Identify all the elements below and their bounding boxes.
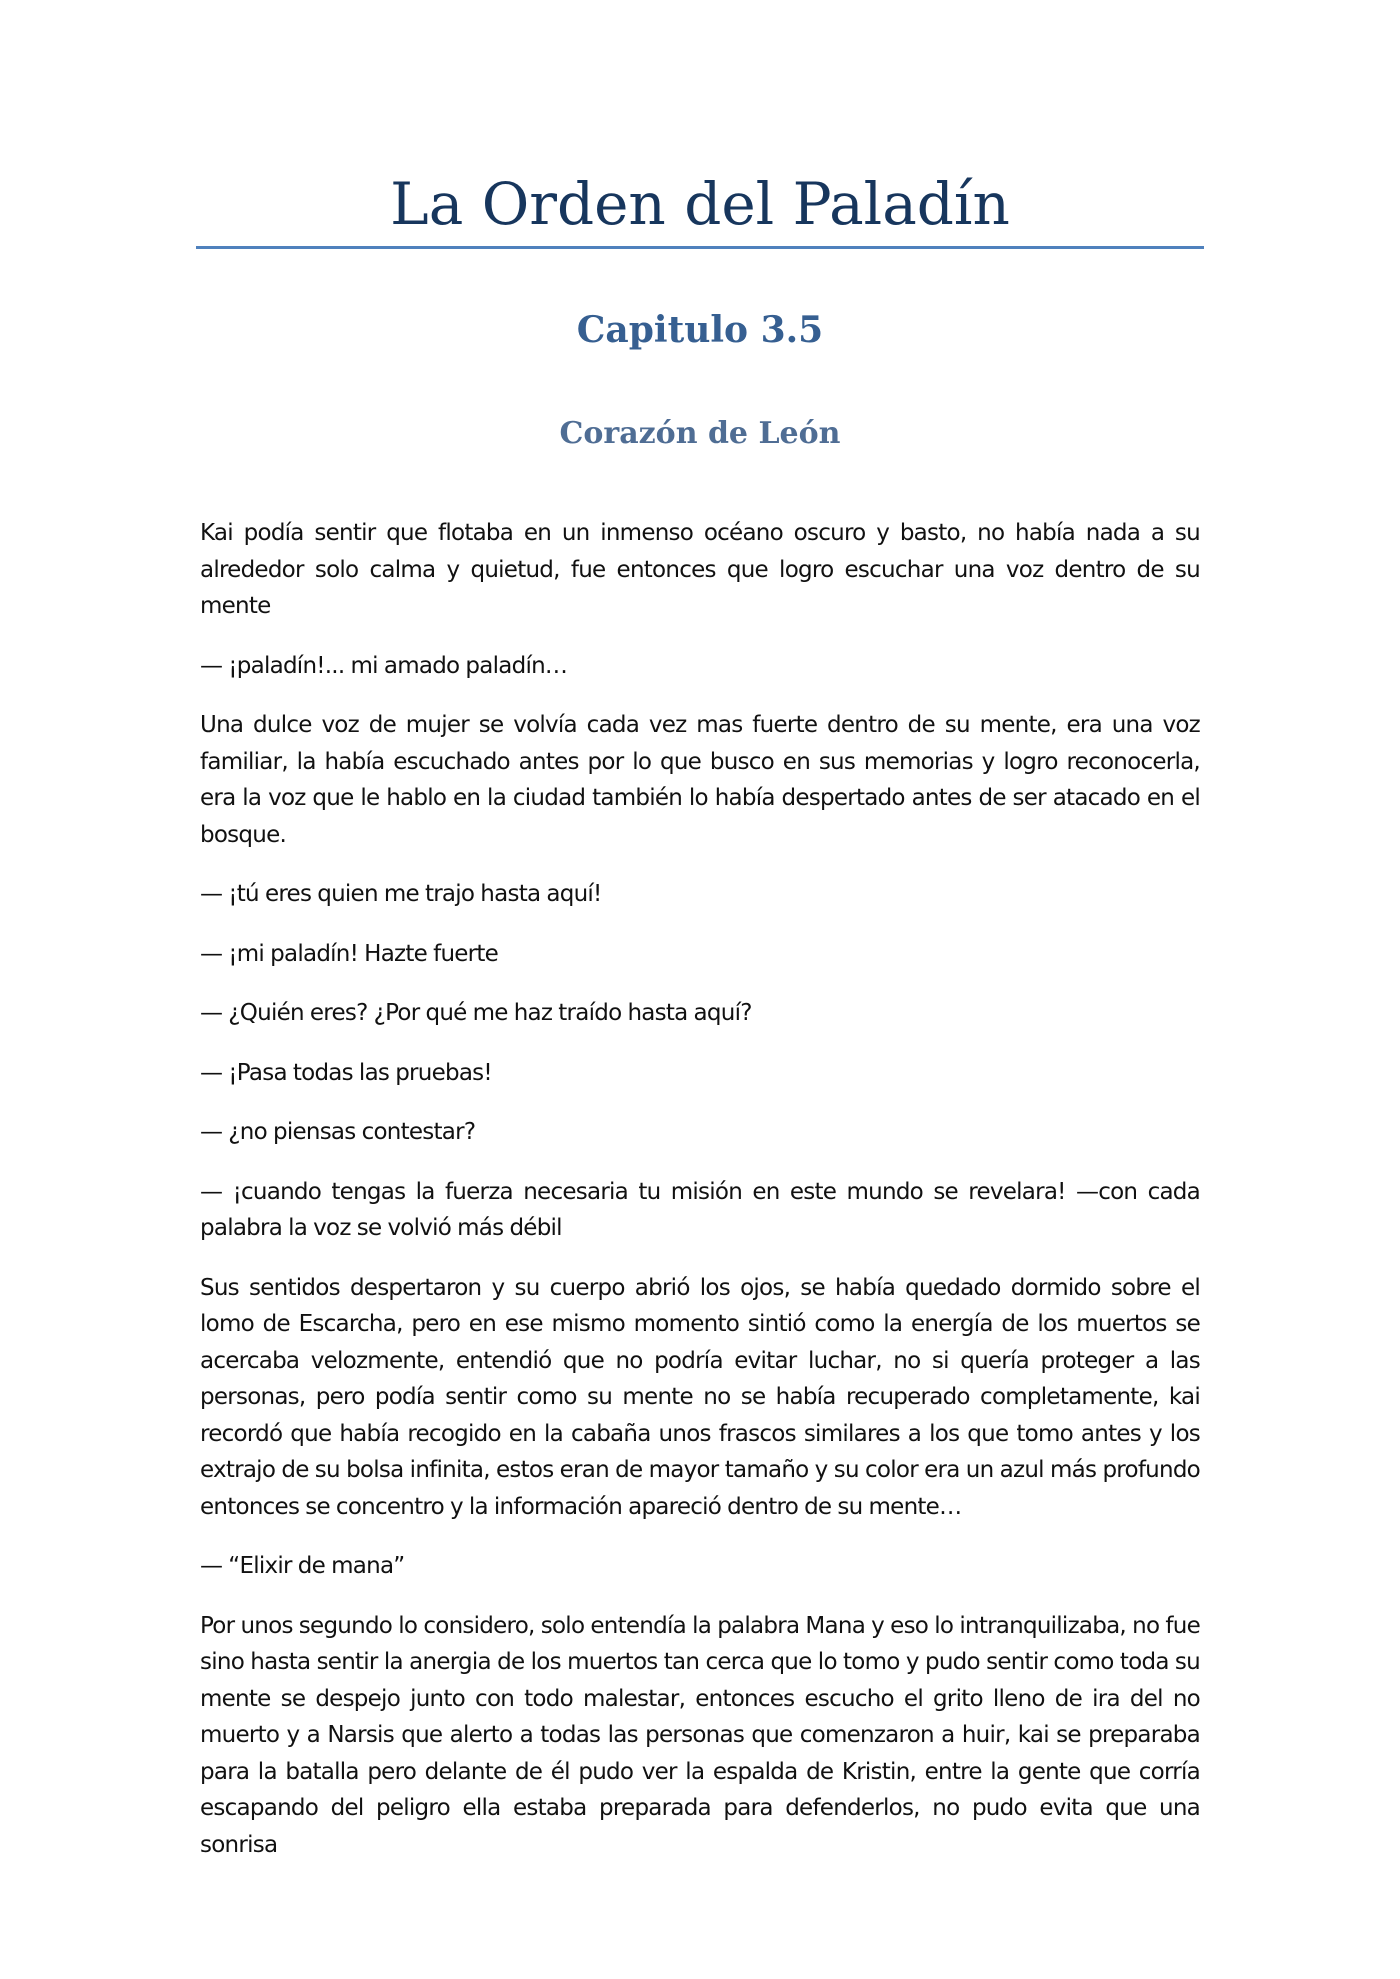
- dialogue-line: — ¡cuando tengas la fuerza necesaria tu misión en este mundo se revelara! —con cada palabra la voz se volvió más débil: [200, 1178, 1200, 1241]
- paragraph: Por unos segundo lo considero, solo entendía la palabra Mana y eso lo intranquilizaba, no fue sino hasta sentir la anergia de los muertos tan cerca que lo tomo y pudo sentir como toda su mente se despejo junto con todo malestar, entonces escucho el grito lleno de ira del no muerto y a Narsis que alerto a todas las personas que comenzaron a huir, kai se preparaba para la batalla pero delante de él pudo ver la espalda de Kristin, entre la gente que corría escapando del peligro ella estaba preparada para defenderlos, no pudo evita que una sonrisa: [200, 1612, 1200, 1858]
- paragraph: Una dulce voz de mujer se volvía cada vez mas fuerte dentro de su mente, era una voz familiar, la había escuchado antes por lo que busco en sus memorias y logro reconocerla, era la voz que le hablo en la ciudad también lo había despertado antes de ser atacado en el bosque.: [200, 712, 1200, 848]
- dialogue-line: — ¿no piensas contestar?: [200, 1119, 476, 1145]
- chapter-heading: Capitulo 3.5: [576, 309, 824, 351]
- section-heading: Corazón de León: [559, 416, 841, 451]
- dialogue-line: — ¡paladín!... mi amado paladín…: [200, 652, 568, 679]
- title-underline: [196, 246, 1204, 249]
- paragraph: Sus sentidos despertaron y su cuerpo abrió los ojos, se había quedado dormido sobre el lomo de Escarcha, pero en ese mismo momento sintió como la energía de los muertos se acercaba velozmente, entendió que no podría evitar luchar, no si quería proteger a las personas, pero podía sentir como su mente no se había recuperado completamente, kai recordó que había recogido en la cabaña unos frascos similares a los que tomo antes y los extrajo de su bolsa infinita, estos eran de mayor tamaño y su color era un azul más profundo entonces se concentro y la información apareció dentro de su mente…: [200, 1274, 1200, 1520]
- dialogue-line: — ¡Pasa todas las pruebas!: [200, 1059, 492, 1086]
- dialogue-line: — ¡tú eres quien me trajo hasta aquí!: [200, 881, 602, 907]
- dialogue-line: — ¡mi paladín! Hazte fuerte: [200, 940, 499, 967]
- paragraph: Kai podía sentir que flotaba en un inmenso océano oscuro y basto, no había nada a su alrededor solo calma y quietud, fue entonces que logro escuchar una voz dentro de su mente: [200, 520, 1200, 619]
- body-text: [200, 515, 1200, 1886]
- document-title: La Orden del Paladín: [390, 170, 1010, 238]
- dialogue-line: — ¿Quién eres? ¿Por qué me haz traído hasta aquí?: [200, 1000, 752, 1026]
- dialogue-line: — “Elixir de mana”: [200, 1553, 405, 1579]
